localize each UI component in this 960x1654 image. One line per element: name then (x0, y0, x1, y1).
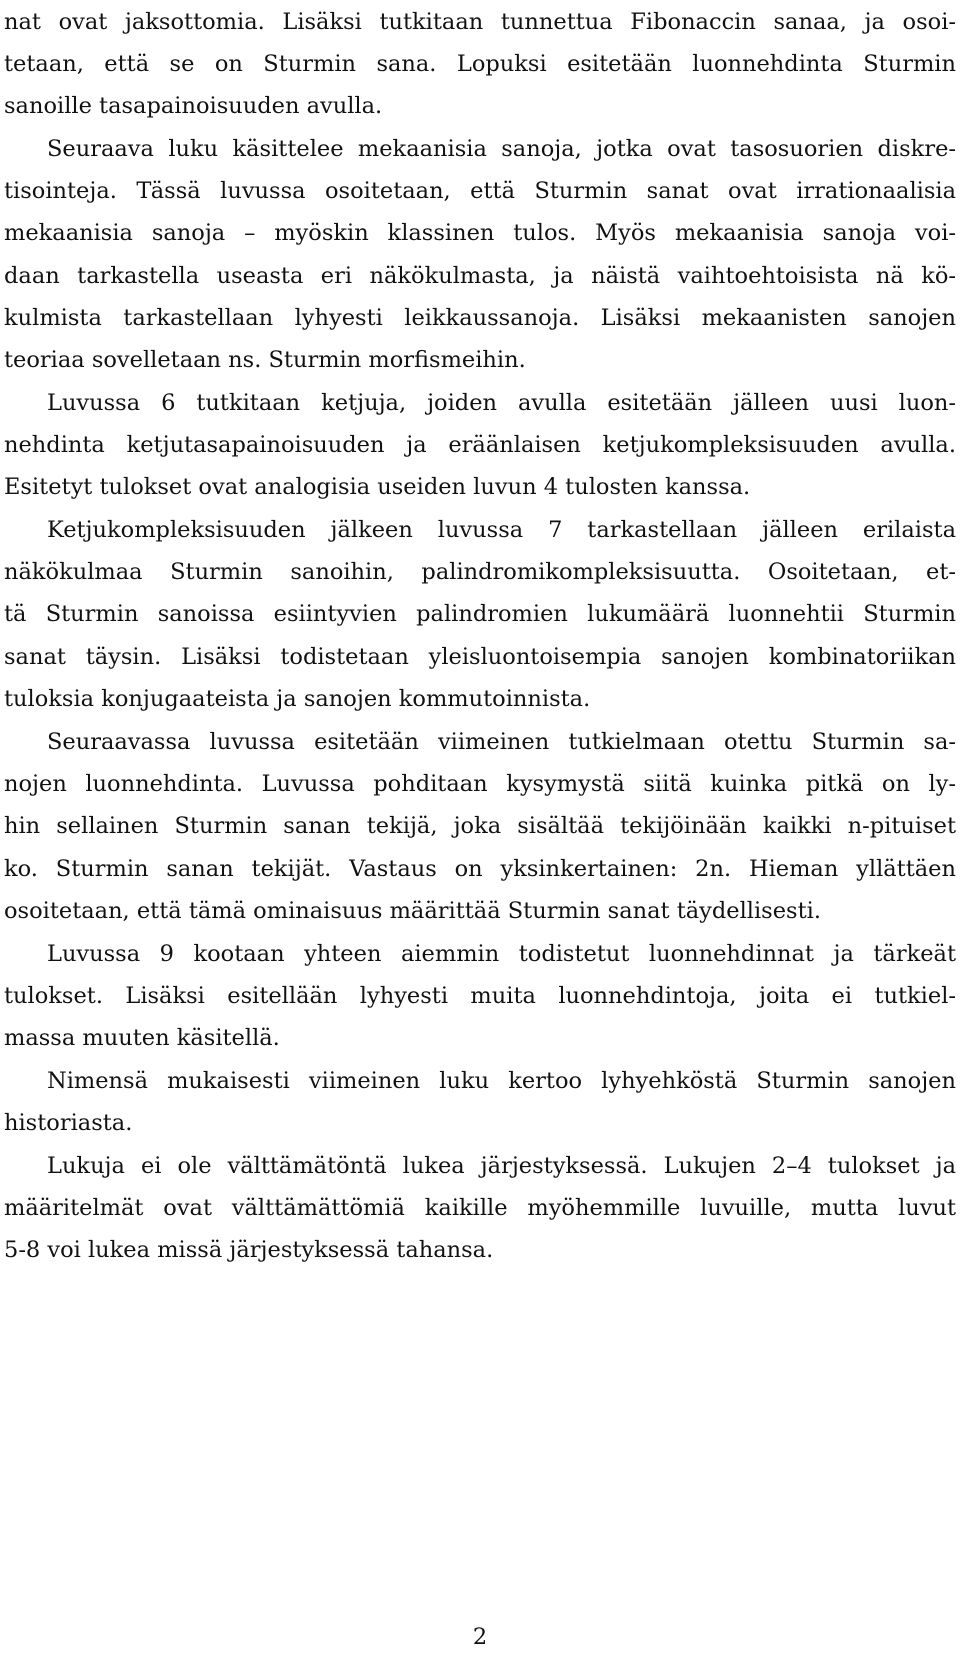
text-line: Esitetyt tulokset ovat analogisia useiden luvun 4 tulosten kanssa. (4, 474, 751, 500)
text-line: mekaanisia sanoja – myöskin klassinen tulos. Myös mekaanisia sanoja voi- (4, 220, 956, 246)
page-number: 2 (472, 1624, 488, 1650)
text-line: nat ovat jaksottomia. Lisäksi tutkitaan tunnettua Fibonaccin sanaa, ja osoi- (4, 9, 956, 35)
text-line: Seuraavassa luvussa esitetään viimeinen tutkielmaan otettu Sturmin sa- (47, 729, 956, 755)
text-line: nehdinta ketjutasapainoisuuden ja eräänlaisen ketjukompleksisuuden avulla. (4, 432, 956, 458)
text-line: määritelmät ovat välttämättömiä kaikille myöhemmille luvuille, mutta luvut (4, 1195, 956, 1221)
text-line: tuloksia konjugaateista ja sanojen kommutoinnista. (4, 686, 591, 712)
text-line: sanat täysin. Lisäksi todistetaan yleisluontoisempia sanojen kombinatoriikan (4, 644, 956, 670)
text-line: osoitetaan, että tämä ominaisuus määrittää Sturmin sanat täydellisesti. (4, 898, 821, 924)
text-line: sanoille tasapainoisuuden avulla. (4, 93, 383, 119)
text-line: historiasta. (4, 1110, 133, 1136)
text-line: tä Sturmin sanoissa esiintyvien palindromien lukumäärä luonnehtii Sturmin (4, 601, 956, 627)
text-line: Luvussa 9 kootaan yhteen aiemmin todistetut luonnehdinnat ja tärkeät (47, 941, 956, 967)
text-line: tisointeja. Tässä luvussa osoitetaan, että Sturmin sanat ovat irrationaalisia (4, 178, 956, 204)
text-line: daan tarkastella useasta eri näkökulmasta, ja näistä vaihtoehtoisista nä kö- (4, 263, 956, 289)
text-line: tetaan, että se on Sturmin sana. Lopuksi esitetään luonnehdinta Sturmin (4, 51, 956, 77)
text-line: Ketjukompleksisuuden jälkeen luvussa 7 tarkastellaan jälleen erilaista (47, 517, 956, 543)
text-line: Luvussa 6 tutkitaan ketjuja, joiden avulla esitetään jälleen uusi luon- (47, 390, 956, 416)
text-line: massa muuten käsitellä. (4, 1025, 280, 1051)
text-line: hin sellainen Sturmin sanan tekijä, joka sisältää tekijöinään kaikki n-pituiset (4, 813, 956, 839)
text-line: kulmista tarkastellaan lyhyesti leikkaussanoja. Lisäksi mekaanisten sanojen (4, 305, 956, 331)
text-line: Seuraava luku käsittelee mekaanisia sanoja, jotka ovat tasosuorien diskre- (47, 136, 956, 162)
text-line: näkökulmaa Sturmin sanoihin, palindromikompleksisuutta. Osoitetaan, et- (4, 559, 956, 585)
text-line: ko. Sturmin sanan tekijät. Vastaus on yksinkertainen: 2n. Hieman yllättäen (4, 856, 956, 882)
text-line: 5-8 voi lukea missä järjestyksessä tahansa. (4, 1237, 494, 1263)
text-line: teoriaa sovelletaan ns. Sturmin morfismeihin. (4, 347, 526, 373)
text-line: Lukuja ei ole välttämätöntä lukea järjestyksessä. Lukujen 2–4 tulokset ja (47, 1153, 956, 1179)
text-line: tulokset. Lisäksi esitellään lyhyesti muita luonnehdintoja, joita ei tutkiel- (4, 983, 956, 1009)
text-line: Nimensä mukaisesti viimeinen luku kertoo lyhyehköstä Sturmin sanojen (47, 1068, 956, 1094)
text-line: nojen luonnehdinta. Luvussa pohditaan kysymystä siitä kuinka pitkä on ly- (4, 771, 956, 797)
